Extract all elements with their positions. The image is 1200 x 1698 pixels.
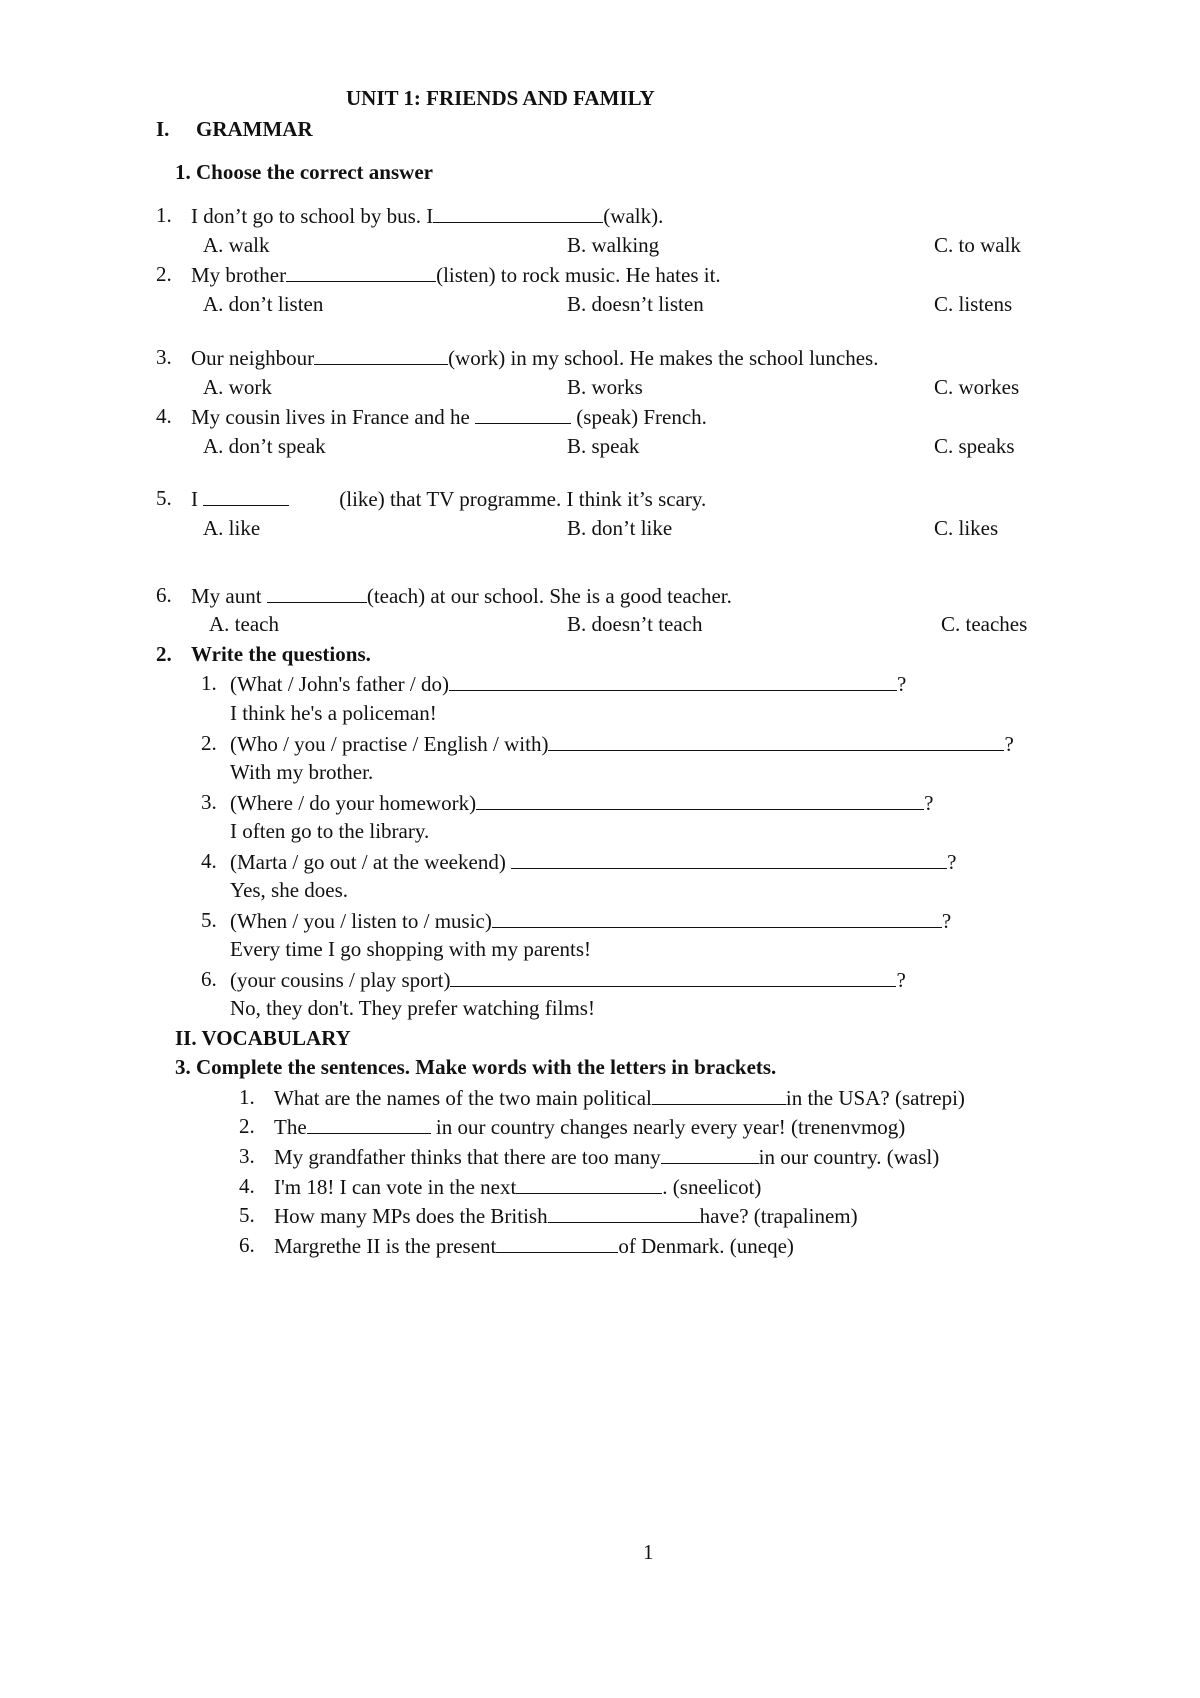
given-answer-row [0, 816, 1200, 846]
question-text: How many MPs does the British have? (trapalinem) [274, 1200, 858, 1231]
exercise-number: 2. [156, 642, 172, 666]
given-answer: No, they don't. They prefer watching films! [230, 996, 595, 1020]
question-number: 3. [156, 345, 172, 369]
question-number: 6. [201, 967, 217, 991]
question-row [0, 964, 1200, 994]
question-text: My grandfather thinks that there are too many in our country. (wasl) [274, 1141, 939, 1172]
unit-title: UNIT 1: FRIENDS AND FAMILY [346, 86, 655, 110]
question-number: 6. [239, 1233, 255, 1257]
question-number: 1. [201, 671, 217, 695]
answer-blank[interactable] [450, 964, 896, 987]
question-row [0, 200, 1200, 230]
exercise-title: 1. Choose the correct answer [175, 160, 433, 184]
question-row [0, 905, 1200, 935]
question-number: 5. [156, 486, 172, 510]
answer-blank[interactable] [548, 1200, 700, 1223]
option-b[interactable]: B. doesn’t listen [567, 292, 704, 316]
question-row [0, 342, 1200, 372]
question-text: I'm 18! I can vote in the next . (sneelicot) [274, 1171, 761, 1202]
option-a[interactable]: A. teach [209, 612, 279, 636]
option-c[interactable]: C. to walk [934, 233, 1021, 257]
option-a[interactable]: A. don’t listen [203, 292, 324, 316]
given-answer-row [0, 934, 1200, 964]
question-row [0, 1171, 1200, 1201]
question-number: 2. [239, 1114, 255, 1138]
option-a[interactable]: A. like [203, 516, 261, 540]
question-row [0, 483, 1200, 513]
option-b[interactable]: B. works [567, 375, 643, 399]
question-number: 1. [156, 203, 172, 227]
question-text: Margrethe II is the present of Denmark. (uneqe) [274, 1230, 794, 1261]
question-text: The in our country changes nearly every year! (trenenvmog) [274, 1111, 905, 1142]
option-c[interactable]: C. teaches [941, 612, 1028, 636]
options-row [0, 230, 1200, 260]
question-number: 4. [156, 404, 172, 428]
section-title: II. VOCABULARY [175, 1026, 351, 1050]
option-c[interactable]: C. likes [934, 516, 999, 540]
answer-blank[interactable] [203, 483, 289, 506]
option-a[interactable]: A. walk [203, 233, 270, 257]
options-row [0, 289, 1200, 319]
answer-blank[interactable] [286, 259, 436, 282]
question-row [0, 1111, 1200, 1141]
question-row [0, 1141, 1200, 1171]
question-prompt: (your cousins / play sport) ? [230, 964, 906, 995]
question-number: 3. [201, 790, 217, 814]
question-text: My brother (listen) to rock music. He hates it. [191, 259, 721, 290]
given-answer: I often go to the library. [230, 819, 430, 843]
given-answer: Yes, she does. [230, 878, 349, 902]
question-number: 2. [156, 262, 172, 286]
option-b[interactable]: B. don’t like [567, 516, 673, 540]
answer-blank[interactable] [307, 1111, 431, 1134]
question-prompt: (Marta / go out / at the weekend) ? [230, 846, 956, 877]
options-row [0, 431, 1200, 461]
question-row [0, 1200, 1200, 1230]
page-number: 1 [643, 1540, 654, 1564]
answer-blank[interactable] [449, 668, 897, 691]
question-number: 1. [239, 1085, 255, 1109]
options-row [0, 513, 1200, 543]
question-number: 4. [201, 849, 217, 873]
question-text: Our neighbour (work) in my school. He makes the school lunches. [191, 342, 878, 373]
option-b[interactable]: B. walking [567, 233, 660, 257]
question-text: My aunt (teach) at our school. She is a good teacher. [191, 580, 732, 611]
given-answer: Every time I go shopping with my parents! [230, 937, 592, 961]
title-row [0, 83, 1200, 113]
question-number: 5. [201, 908, 217, 932]
option-a[interactable]: A. don’t speak [203, 434, 326, 458]
question-row [0, 1082, 1200, 1112]
question-number: 5. [239, 1203, 255, 1227]
given-answer-row [0, 757, 1200, 787]
question-text: My cousin lives in France and he (speak) French. [191, 401, 707, 432]
given-answer-row [0, 993, 1200, 1023]
answer-blank[interactable] [433, 200, 603, 223]
question-row [0, 668, 1200, 698]
answer-blank[interactable] [511, 846, 947, 869]
question-row [0, 580, 1200, 610]
answer-blank[interactable] [661, 1141, 759, 1164]
given-answer: I think he's a policeman! [230, 701, 437, 725]
question-row [0, 846, 1200, 876]
section-title: GRAMMAR [196, 117, 313, 141]
options-row [0, 372, 1200, 402]
exercise-title: 3. Complete the sentences. Make words with the letters in brackets. [175, 1055, 777, 1079]
answer-blank[interactable] [492, 905, 942, 928]
question-prompt: (Who / you / practise / English / with) ? [230, 728, 1014, 759]
given-answer-row [0, 875, 1200, 905]
answer-blank[interactable] [314, 342, 448, 365]
exercise-3-heading [0, 1052, 1200, 1082]
answer-blank[interactable] [652, 1082, 786, 1105]
question-row [0, 401, 1200, 431]
question-prompt: (What / John's father / do) ? [230, 668, 906, 699]
question-row [0, 728, 1200, 758]
question-number: 3. [239, 1144, 255, 1168]
question-prompt: (When / you / listen to / music) ? [230, 905, 951, 936]
section-number: I. [156, 117, 170, 141]
option-c[interactable]: C. workes [934, 375, 1020, 399]
answer-blank[interactable] [267, 580, 367, 603]
answer-blank[interactable] [496, 1230, 618, 1253]
answer-blank[interactable] [516, 1171, 662, 1194]
given-answer: With my brother. [230, 760, 374, 784]
section-heading-grammar [0, 114, 1200, 144]
exercise-title: Write the questions. [191, 642, 371, 666]
question-number: 2. [201, 731, 217, 755]
section-heading-vocabulary [0, 1023, 1200, 1053]
options-row [0, 609, 1200, 639]
question-row [0, 259, 1200, 289]
question-row [0, 787, 1200, 817]
given-answer-row [0, 698, 1200, 728]
option-b[interactable]: B. speak [567, 434, 640, 458]
footer [0, 1537, 1200, 1567]
question-row [0, 1230, 1200, 1260]
option-b[interactable]: B. doesn’t teach [567, 612, 703, 636]
question-text: I (like) that TV programme. I think it’s scary. [191, 483, 706, 514]
option-c[interactable]: C. speaks [934, 434, 1015, 458]
question-number: 4. [239, 1174, 255, 1198]
question-text: What are the names of the two main political in the USA? (satrepi) [274, 1082, 965, 1113]
option-c[interactable]: C. listens [934, 292, 1013, 316]
answer-blank[interactable] [476, 787, 924, 810]
question-prompt: (Where / do your homework) ? [230, 787, 933, 818]
answer-blank[interactable] [475, 401, 571, 424]
question-text: I don’t go to school by bus. I (walk). [191, 200, 663, 231]
option-a[interactable]: A. work [203, 375, 272, 399]
question-number: 6. [156, 583, 172, 607]
answer-blank[interactable] [548, 728, 1004, 751]
exercise-1-heading [0, 157, 1200, 187]
exercise-2-heading [0, 639, 1200, 669]
